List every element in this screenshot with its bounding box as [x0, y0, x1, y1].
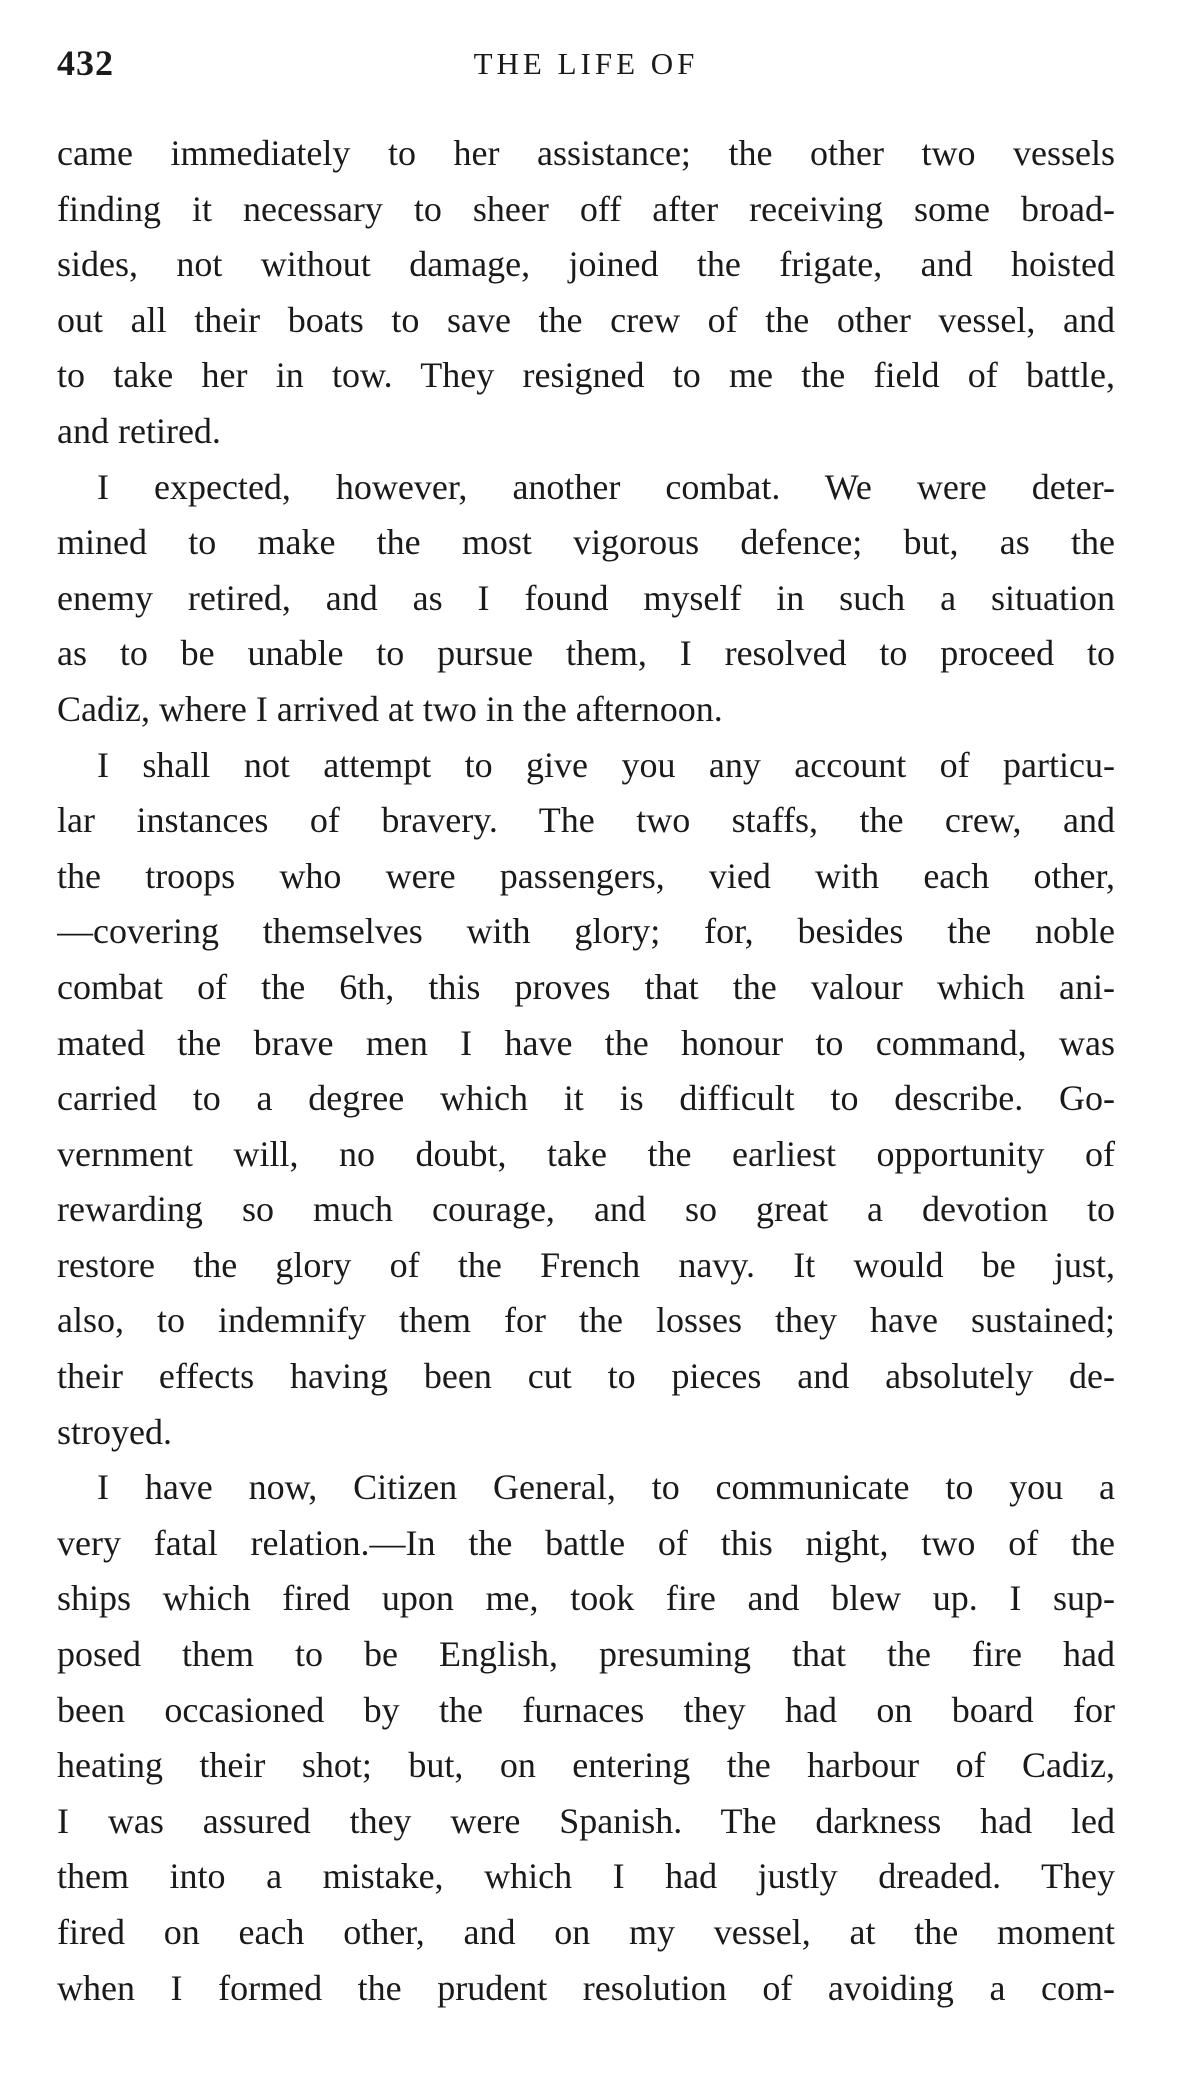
- text-line: heating their shot; but, on entering the harbour of Cadiz,: [57, 1745, 1115, 1786]
- text-line: been occasioned by the furnaces they had on board for: [57, 1689, 1115, 1730]
- text-line: the troops who were passengers, vied with each other,: [57, 855, 1115, 896]
- text-line: I expected, however, another combat. We were deter-: [97, 466, 1115, 507]
- page-number: 432: [57, 43, 114, 83]
- text-line: also, to indemnify them for the losses they have sustained;: [57, 1300, 1115, 1341]
- text-line: mated the brave men I have the honour to command, was: [57, 1022, 1115, 1063]
- text-line: to take her in tow. They resigned to me the field of battle,: [57, 355, 1115, 396]
- text-line: when I formed the prudent resolution of avoiding a com-: [57, 1967, 1115, 2008]
- text-line: restore the glory of the French navy. It would be just,: [57, 1244, 1115, 1285]
- text-line: I have now, Citizen General, to communicate to you a: [97, 1467, 1115, 1508]
- text-line: combat of the 6th, this proves that the valour which ani-: [57, 966, 1115, 1007]
- text-line: I shall not attempt to give you any account of particu-: [97, 744, 1115, 785]
- text-line: mined to make the most vigorous defence; but, as the: [57, 522, 1115, 563]
- text-line: —covering themselves with glory; for, besides the noble: [57, 911, 1115, 952]
- text-line: out all their boats to save the crew of the other vessel, and: [57, 299, 1115, 340]
- text-line: came immediately to her assistance; the other two vessels: [57, 133, 1115, 173]
- text-line: posed them to be English, presuming that the fire had: [57, 1634, 1115, 1675]
- text-line: rewarding so much courage, and so great a devotion to: [57, 1189, 1115, 1230]
- text-line: and retired.: [57, 410, 221, 451]
- text-line: stroyed.: [57, 1411, 172, 1452]
- text-line: I was assured they were Spanish. The darkness had led: [57, 1800, 1115, 1841]
- paragraph-1: [57, 126, 1115, 460]
- text-line: carried to a degree which it is difficult to describe. Go-: [57, 1078, 1115, 1119]
- text-line: as to be unable to pursue them, I resolved to proceed to: [57, 633, 1115, 674]
- text-line: enemy retired, and as I found myself in such a situation: [57, 577, 1115, 618]
- text-line: sides, not without damage, joined the frigate, and hoisted: [57, 244, 1115, 285]
- paragraph-2: [57, 460, 1115, 738]
- text-line: fired on each other, and on my vessel, at the moment: [57, 1912, 1115, 1952]
- text-line: Cadiz, where I arrived at two in the afternoon.: [57, 688, 723, 729]
- text-line: lar instances of bravery. The two staffs, the crew, and: [57, 800, 1115, 841]
- text-line: finding it necessary to sheer off after receiving some broad-: [57, 188, 1115, 229]
- body-text: [57, 126, 1115, 2016]
- text-line: vernment will, no doubt, take the earliest opportunity of: [57, 1133, 1115, 1174]
- paragraph-4: [57, 1460, 1115, 2016]
- paragraph-3: [57, 738, 1115, 1461]
- text-line: ships which fired upon me, took fire and blew up. I sup-: [57, 1578, 1115, 1619]
- text-line: very fatal relation.—In the battle of this night, two of the: [57, 1522, 1115, 1563]
- running-head: THE LIFE OF: [473, 46, 699, 81]
- text-line: them into a mistake, which I had justly dreaded. They: [57, 1856, 1115, 1897]
- page-header: [57, 42, 1115, 92]
- text-line: their effects having been cut to pieces and absolutely de-: [57, 1356, 1115, 1397]
